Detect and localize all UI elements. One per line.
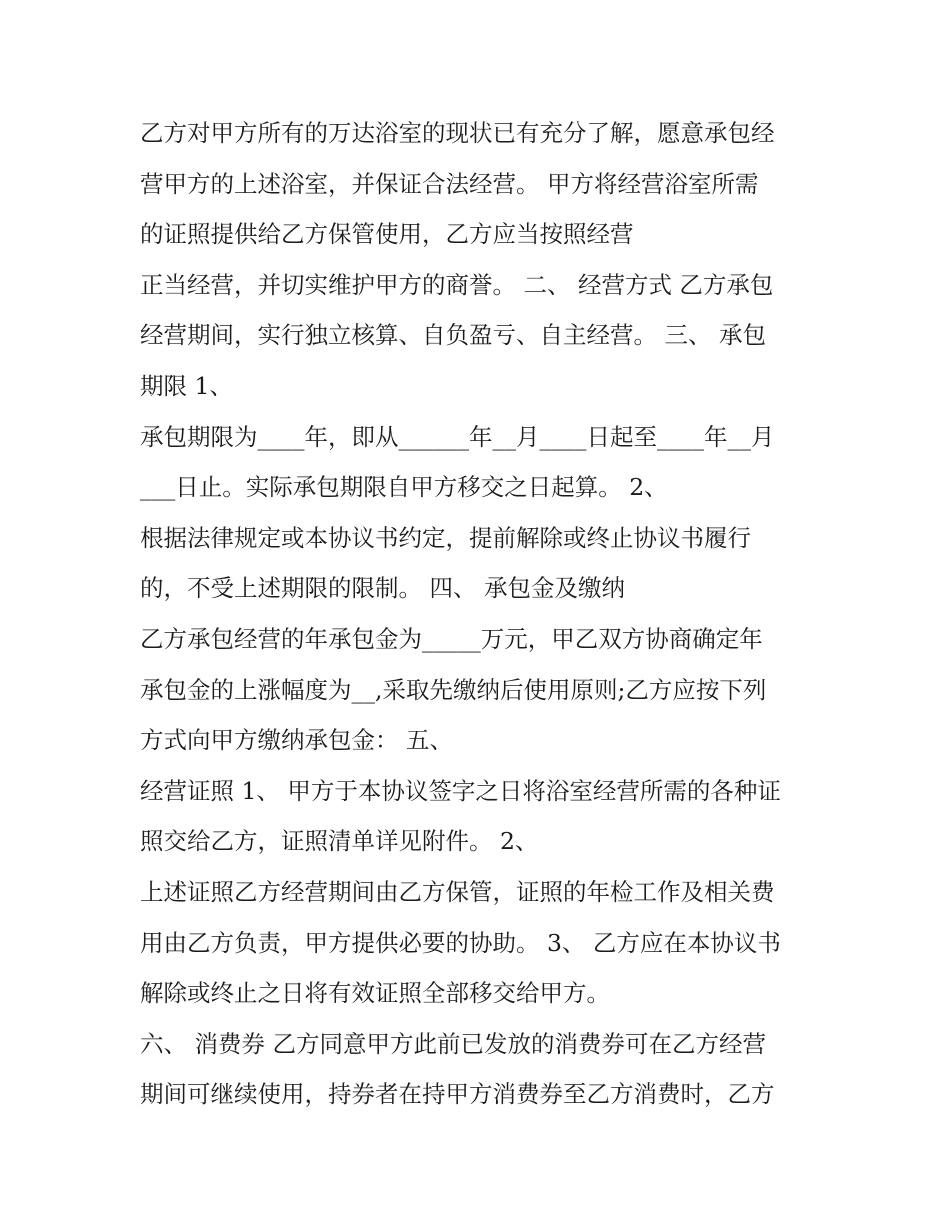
text-line: 经营期间，实行独立核算、自负盈亏、自主经营。 三、 承包 [140, 321, 766, 350]
text-line: 方式向甲方缴纳承包金： 五、 [140, 726, 453, 755]
text-line: 经营证照 1、 甲方于本协议签字之日将浴室经营所需的各种证 [140, 776, 781, 805]
text-line: 承包金的上涨幅度为__,采取先缴纳后使用原则;乙方应按下列 [140, 675, 767, 704]
text-line: 用由乙方负责，甲方提供必要的协助。 3、 乙方应在本协议书 [140, 928, 781, 957]
text-line: 照交给乙方，证照清单详见附件。 2、 [140, 827, 539, 856]
text-line: 六、 消费券 乙方同意甲方此前已发放的消费券可在乙方经营 [140, 1029, 766, 1058]
text-line: 期间可继续使用，持券者在持甲方消费券至乙方消费时，乙方 [140, 1080, 775, 1109]
text-line: ___日止。实际承包期限自甲方移交之日起算。 2、 [140, 473, 668, 502]
text-line: 期限 1、 [140, 371, 233, 400]
text-line: 的证照提供给乙方保管使用，乙方应当按照经营 [140, 220, 634, 249]
text-line: 根据法律规定或本协议书约定，提前解除或终止协议书履行 [140, 523, 751, 552]
document-body [140, 108, 830, 1120]
text-line: 营甲方的上述浴室，并保证合法经营。 甲方将经营浴室所需 [140, 169, 759, 198]
text-line: 解除或终止之日将有效证照全部移交给甲方。 [140, 979, 610, 1008]
text-line: 乙方对甲方所有的万达浴室的现状已有充分了解，愿意承包经 [140, 119, 775, 147]
text-line: 的，不受上述期限的限制。 四、 承包金及缴纳 [140, 574, 625, 603]
text-line: 正当经营，并切实维护甲方的商誉。 二、 经营方式 乙方承包 [140, 270, 774, 299]
text-line: 上述证照乙方经营期间由乙方保管，证照的年检工作及相关费 [140, 877, 775, 906]
text-line: 承包期限为____年，即从______年__月____日起至____年__月 [140, 422, 775, 451]
text-line: 乙方承包经营的年承包金为_____万元，甲乙双方协商确定年 [140, 624, 763, 653]
